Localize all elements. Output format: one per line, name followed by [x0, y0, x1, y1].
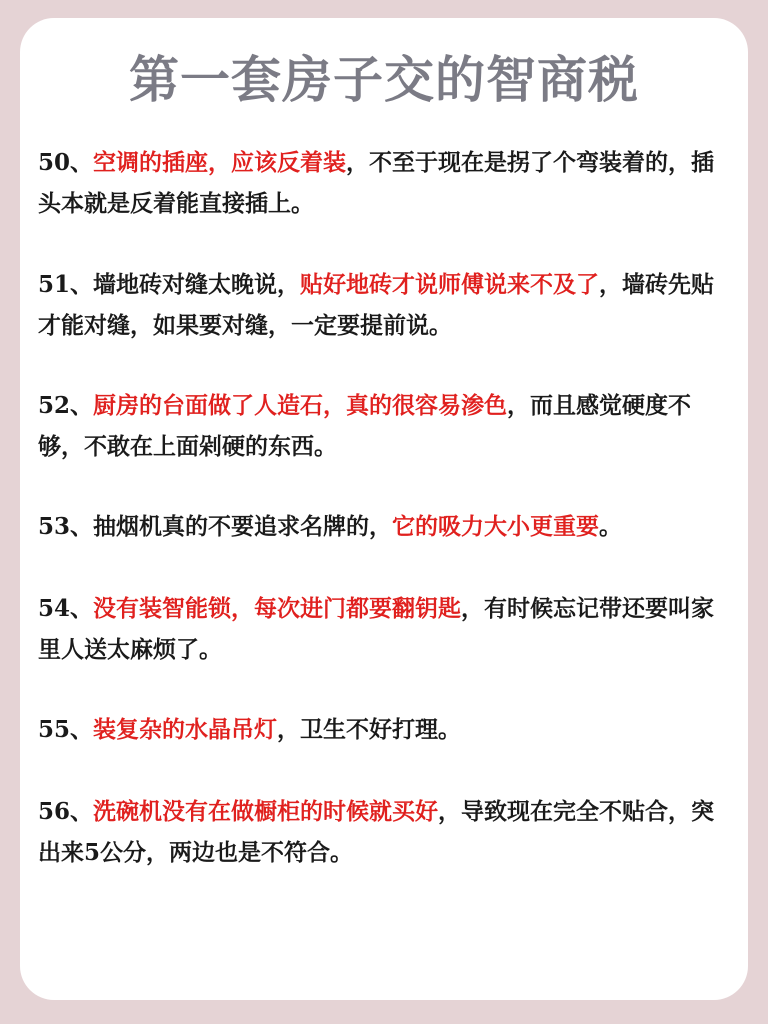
item-number: 52、 — [38, 392, 94, 419]
item-text: ，墙砖先贴才能对缝，如果要对缝，一定要提前说。 — [38, 271, 715, 339]
item-highlight: 洗碗机没有在做橱柜的时候就买好 — [93, 798, 439, 825]
page-title: 第一套房子交的智商税 — [129, 51, 639, 109]
list-item-54 — [38, 588, 730, 670]
item-highlight: 装复杂的水晶吊灯 — [93, 716, 278, 743]
list-item-50 — [38, 142, 730, 224]
item-text-lead: 抽烟机真的不要追求名牌的， — [93, 513, 393, 540]
item-highlight: 它的吸力大小更重要 — [392, 513, 600, 540]
item-text: ，有时候忘记带还要叫家里人送太麻烦了。 — [38, 595, 715, 663]
item-highlight: 空调的插座，应该反着装 — [93, 149, 347, 176]
item-number: 53、 — [38, 513, 94, 540]
list-item-56 — [38, 791, 730, 873]
item-text: ，卫生不好打理。 — [277, 716, 462, 743]
item-text: ，而且感觉硬度不够，不敢在上面剁硬的东西。 — [38, 392, 692, 460]
list-item-52 — [38, 385, 730, 467]
item-highlight: 贴好地砖才说师傅说来不及了 — [300, 271, 600, 298]
list-item-51 — [38, 264, 730, 346]
item-highlight: 厨房的台面做了人造石，真的很容易渗色 — [93, 392, 508, 419]
item-number: 55、 — [38, 716, 94, 743]
item-text-lead: 墙地砖对缝太晚说， — [93, 271, 301, 298]
item-number: 51、 — [38, 271, 94, 298]
item-highlight: 没有装智能锁，每次进门都要翻钥匙 — [93, 595, 462, 622]
item-text: ，导致现在完全不贴合，突出来5公分，两边也是不符合。 — [38, 798, 715, 866]
item-number: 56、 — [38, 798, 94, 825]
list-item-53 — [38, 506, 730, 547]
list-item-55 — [38, 709, 730, 750]
item-number: 50、 — [38, 149, 94, 176]
content-card — [20, 18, 748, 1000]
item-text: ，不至于现在是拐了个弯装着的，插头本就是反着能直接插上。 — [38, 149, 715, 217]
item-number: 54、 — [38, 595, 94, 622]
item-text: 。 — [599, 513, 623, 540]
